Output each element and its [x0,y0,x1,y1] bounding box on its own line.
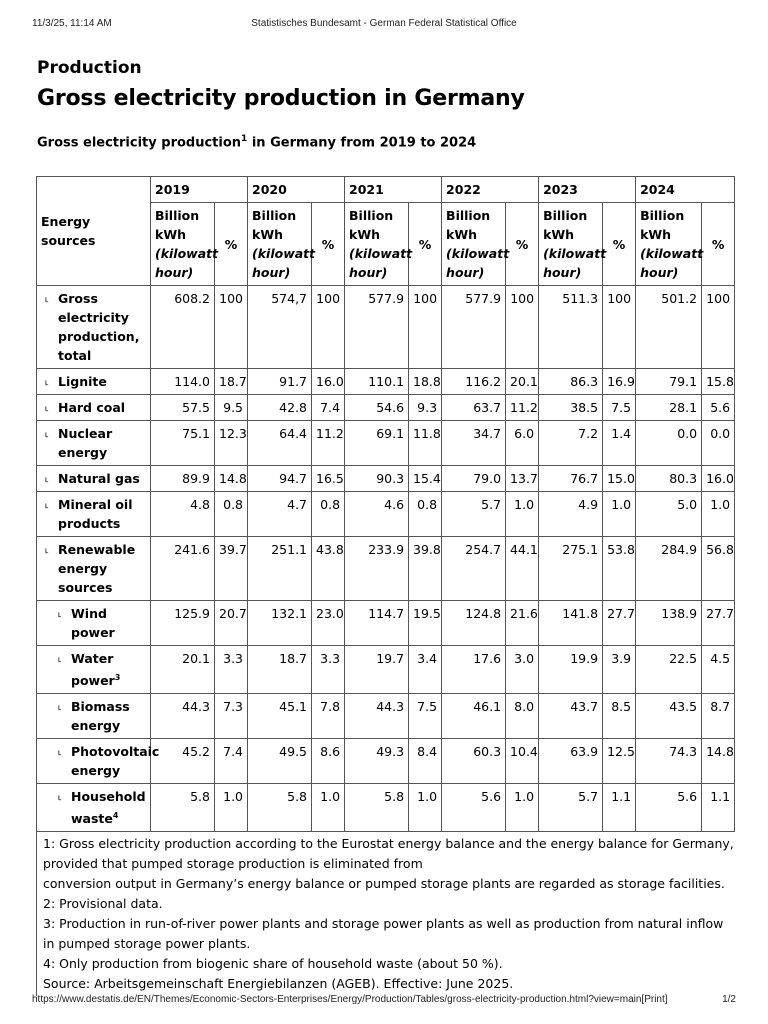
row-label-wrap [41,289,146,365]
percent-cell: 100 [312,286,345,369]
percent-cell: 0.8 [215,492,248,537]
unit-text: (kilowatt [349,246,413,261]
percent-cell: 20.7 [215,601,248,646]
value-cell: 44.3 [345,694,409,739]
value-cell: 233.9 [345,537,409,601]
table-row [37,395,735,421]
value-cell: 241.6 [151,537,215,601]
value-cell: 60.3 [442,739,506,784]
percent-cell: 18.8 [409,369,442,395]
percent-cell: 27.7 [603,601,636,646]
value-cell: 5.8 [151,784,215,832]
value-cell: 64.4 [248,421,312,466]
value-cell: 19.7 [345,646,409,694]
value-cell: 251.1 [248,537,312,601]
tree-branch-icon: ˪ [45,375,49,388]
value-cell: 89.9 [151,466,215,492]
percent-cell: 16.5 [312,466,345,492]
row-label[interactable] [37,466,151,492]
unit-text: kWh [543,227,575,242]
value-cell: 45.1 [248,694,312,739]
value-cell: 34.7 [442,421,506,466]
percent-cell: 1.0 [409,784,442,832]
row-label-text: Wind power [71,606,115,640]
percent-header: % [409,203,442,286]
table-row [37,646,735,694]
table-notes [37,832,735,997]
percent-cell: 8.7 [702,694,735,739]
electricity-table [36,176,735,996]
percent-header: % [312,203,345,286]
caption-text: Gross electricity production [37,135,242,151]
row-label[interactable] [37,739,160,784]
table-row [37,466,735,492]
row-label-wrap [41,742,160,780]
print-date: 11/3/25, 11:14 AM [32,18,112,29]
unit-text: hour) [543,265,582,280]
tree-branch-icon: ˪ [58,652,62,665]
value-cell: 22.5 [636,646,702,694]
value-cell: 49.3 [345,739,409,784]
percent-cell: 3.4 [409,646,442,694]
percent-cell: 1.1 [603,784,636,832]
unit-text: hour) [640,265,679,280]
table-row [37,601,735,646]
tree-branch-icon: ˪ [45,498,49,511]
year-header: 2022 [442,177,539,203]
percent-cell: 1.0 [506,784,539,832]
value-cell: 275.1 [539,537,603,601]
percent-cell: 7.4 [312,395,345,421]
value-cell: 5.8 [248,784,312,832]
value-cell: 577.9 [345,286,409,369]
notes-row [37,832,735,997]
value-cell: 79.0 [442,466,506,492]
value-cell: 17.6 [442,646,506,694]
percent-cell: 1.0 [702,492,735,537]
percent-cell: 21.6 [506,601,539,646]
percent-cell: 4.5 [702,646,735,694]
tree-branch-icon: ˪ [58,790,62,804]
percent-cell: 20.1 [506,369,539,395]
note-line: 2: Provisional data. [43,896,163,912]
percent-cell: 16.9 [603,369,636,395]
percent-cell: 15.0 [603,466,636,492]
year-header: 2023 [539,177,636,203]
row-label-wrap [41,398,146,417]
tree-branch-icon: ˪ [45,472,49,485]
value-cell: 49.5 [248,739,312,784]
unit-text: (kilowatt [252,246,316,261]
print-header [32,18,736,32]
percent-cell: 100 [409,286,442,369]
value-cell: 4.8 [151,492,215,537]
percent-cell: 100 [702,286,735,369]
percent-cell: 9.3 [409,395,442,421]
value-cell: 19.9 [539,646,603,694]
percent-header: % [702,203,735,286]
value-cell: 141.8 [539,601,603,646]
row-label-wrap [41,697,146,735]
table-row [37,369,735,395]
value-cell: 76.7 [539,466,603,492]
percent-cell: 19.5 [409,601,442,646]
percent-cell: 14.8 [215,466,248,492]
print-site-title: Statistisches Bundesamt - German Federal Statistical Office [251,18,517,29]
unit-text: kWh [252,227,284,242]
percent-cell: 12.5 [603,739,636,784]
value-cell: 574,7 [248,286,312,369]
row-label-text: Natural gas [58,471,140,486]
value-cell: 44.3 [151,694,215,739]
percent-cell: 39.8 [409,537,442,601]
print-url[interactable]: https://www.destatis.de/EN/Themes/Economic-Sectors-Enterprises/Energy/Production/Tables/gross-electricity-production.html?view=main[Print] [32,994,668,1005]
percent-cell: 1.0 [215,784,248,832]
note-line: provided that pumped storage production is eliminated from [43,856,423,872]
percent-cell: 8.0 [506,694,539,739]
unit-text: kWh [640,227,672,242]
percent-cell: 100 [215,286,248,369]
row-label[interactable] [37,537,151,601]
table-row [37,286,735,369]
value-cell: 57.5 [151,395,215,421]
row-label[interactable] [37,492,151,537]
row-label[interactable] [37,369,151,395]
row-label[interactable] [37,694,151,739]
value-cell: 132.1 [248,601,312,646]
page-title: Gross electricity production in Germany [37,86,525,111]
percent-cell: 100 [506,286,539,369]
percent-header: % [215,203,248,286]
value-cell: 18.7 [248,646,312,694]
percent-cell: 1.0 [506,492,539,537]
row-label[interactable] [37,646,151,694]
year-header: 2021 [345,177,442,203]
percent-cell: 5.6 [702,395,735,421]
print-footer [32,994,736,1008]
value-cell: 69.1 [345,421,409,466]
percent-cell: 39.7 [215,537,248,601]
value-cell: 38.5 [539,395,603,421]
value-cell: 5.7 [539,784,603,832]
percent-cell: 7.8 [312,694,345,739]
value-cell: 42.8 [248,395,312,421]
energy-sources-header: Energy sources [37,177,151,286]
row-label-text: Photovoltaic energy [71,744,160,779]
value-cell: 20.1 [151,646,215,694]
value-cell: 54.6 [345,395,409,421]
unit-header [248,203,316,286]
value-cell: 63.7 [442,395,506,421]
value-cell: 5.0 [636,492,702,537]
row-label[interactable] [37,601,151,646]
row-label-wrap [41,649,146,690]
percent-cell: 27.7 [702,601,735,646]
page-number: 1/2 [722,994,736,1005]
section-kicker: Production [37,58,142,78]
percent-cell: 11.8 [409,421,442,466]
row-label-text: Gross electricity production, total [58,291,140,363]
percent-cell: 56.8 [702,537,735,601]
caption-rest: in Germany from 2019 to 2024 [247,135,477,151]
value-cell: 125.9 [151,601,215,646]
percent-cell: 1.0 [312,784,345,832]
value-cell: 5.8 [345,784,409,832]
note-line: 1: Gross electricity production according to the Eurostat energy balance and the energy balance for Germany, [43,836,734,852]
tree-branch-icon: ˪ [45,427,49,440]
table-row [37,739,735,784]
percent-header: % [603,203,636,286]
value-cell: 46.1 [442,694,506,739]
value-cell: 91.7 [248,369,312,395]
value-cell: 79.1 [636,369,702,395]
value-cell: 74.3 [636,739,702,784]
row-label-wrap [41,372,146,391]
value-cell: 284.9 [636,537,702,601]
unit-text: Billion [155,208,200,223]
percent-cell: 13.7 [506,466,539,492]
percent-cell: 8.4 [409,739,442,784]
unit-text: Billion [252,208,297,223]
row-label-text: Renewable energy sources [58,542,136,595]
caption-footnote-ref[interactable]: 1 [241,134,248,144]
percent-cell: 15.4 [409,466,442,492]
percent-cell: 7.5 [603,395,636,421]
unit-text: hour) [252,265,291,280]
unit-header [539,203,607,286]
percent-cell: 3.3 [312,646,345,694]
row-label-wrap [41,469,146,488]
percent-cell: 6.0 [506,421,539,466]
value-cell: 7.2 [539,421,603,466]
percent-cell: 53.8 [603,537,636,601]
tree-branch-icon: ˪ [58,700,62,714]
unit-text: Billion [446,208,491,223]
value-cell: 4.7 [248,492,312,537]
percent-cell: 3.9 [603,646,636,694]
percent-cell: 0.8 [409,492,442,537]
percent-cell: 1.0 [603,492,636,537]
value-cell: 124.8 [442,601,506,646]
value-cell: 501.2 [636,286,702,369]
year-header-row [37,177,735,203]
unit-text: (kilowatt [543,246,607,261]
value-cell: 5.6 [636,784,702,832]
percent-cell: 7.5 [409,694,442,739]
row-label-text: Nuclear energy [58,426,113,460]
value-cell: 94.7 [248,466,312,492]
unit-text: kWh [446,227,478,242]
value-cell: 63.9 [539,739,603,784]
percent-cell: 0.8 [312,492,345,537]
row-label-text: Biomass energy [71,699,130,734]
value-cell: 43.5 [636,694,702,739]
percent-cell: 1.4 [603,421,636,466]
percent-cell: 44.1 [506,537,539,601]
table-caption [37,134,476,150]
value-cell: 75.1 [151,421,215,466]
table-row [37,784,735,832]
percent-cell: 10.4 [506,739,539,784]
value-cell: 0.0 [636,421,702,466]
unit-header [151,203,219,286]
row-label-text: Hard coal [58,400,126,415]
row-label-text: Mineral oil products [58,497,133,531]
percent-cell: 3.3 [215,646,248,694]
unit-text: (kilowatt [640,246,704,261]
value-cell: 5.6 [442,784,506,832]
value-cell: 511.3 [539,286,603,369]
value-cell: 608.2 [151,286,215,369]
note-line: 3: Production in run-of-river power plants and storage power plants as well as production from natural inflow [43,916,724,932]
unit-text: hour) [446,265,485,280]
table-row [37,694,735,739]
percent-cell: 9.5 [215,395,248,421]
unit-text: kWh [155,227,186,242]
value-cell: 4.6 [345,492,409,537]
row-label[interactable] [37,784,151,832]
table-row [37,421,735,466]
value-cell: 86.3 [539,369,603,395]
percent-cell: 8.5 [603,694,636,739]
unit-text: Billion [640,208,685,223]
percent-cell: 7.3 [215,694,248,739]
percent-cell: 3.0 [506,646,539,694]
footnote-ref[interactable]: 3 [114,673,121,682]
row-label[interactable] [37,286,151,369]
row-label-text: Water power [71,651,115,689]
row-label-wrap [41,604,146,642]
percent-cell: 23.0 [312,601,345,646]
year-header: 2024 [636,177,735,203]
value-cell: 114.7 [345,601,409,646]
percent-cell: 7.4 [215,739,248,784]
value-cell: 110.1 [345,369,409,395]
percent-cell: 0.0 [702,421,735,466]
tree-branch-icon: ˪ [45,292,49,305]
year-header: 2020 [248,177,345,203]
note-line: Source: Arbeitsgemeinschaft Energiebilanzen (AGEB). Effective: June 2025. [43,976,514,992]
value-cell: 28.1 [636,395,702,421]
row-label[interactable] [37,395,151,421]
note-line: conversion output in Germany’s energy balance or pumped storage plants are regarded as storage facilities. [43,876,725,892]
percent-cell: 11.2 [506,395,539,421]
percent-cell: 16.0 [702,466,735,492]
percent-cell: 100 [603,286,636,369]
row-label-text: Lignite [58,374,107,389]
table-row [37,537,735,601]
table-row [37,492,735,537]
unit-text: (kilowatt [446,246,510,261]
unit-header [345,203,413,286]
tree-branch-icon: ˪ [58,607,62,620]
note-line: in pumped storage power plants. [43,936,251,952]
percent-cell: 11.2 [312,421,345,466]
unit-text: kWh [349,227,381,242]
tree-branch-icon: ˪ [45,401,49,414]
percent-cell: 15.8 [702,369,735,395]
percent-cell: 1.1 [702,784,735,832]
percent-cell: 16.0 [312,369,345,395]
footnote-ref[interactable]: 4 [112,811,119,821]
percent-cell: 12.3 [215,421,248,466]
value-cell: 254.7 [442,537,506,601]
tree-branch-icon: ˪ [45,543,49,556]
value-cell: 80.3 [636,466,702,492]
value-cell: 577.9 [442,286,506,369]
unit-text: hour) [155,265,194,280]
unit-text: Billion [543,208,588,223]
tree-branch-icon: ˪ [58,745,62,759]
percent-header: % [506,203,539,286]
value-cell: 90.3 [345,466,409,492]
value-cell: 138.9 [636,601,702,646]
row-label-wrap [41,424,146,462]
value-cell: 116.2 [442,369,506,395]
row-label-wrap [41,495,146,533]
value-cell: 43.7 [539,694,603,739]
row-label-text: Household waste [71,789,146,827]
unit-header [442,203,510,286]
value-cell: 4.9 [539,492,603,537]
unit-header [636,203,702,286]
row-label[interactable] [37,421,151,466]
percent-cell: 18.7 [215,369,248,395]
row-label-wrap [41,787,146,828]
row-label-wrap [41,540,146,597]
percent-cell: 14.8 [702,739,735,784]
unit-text: (kilowatt [155,246,219,261]
year-header: 2019 [151,177,248,203]
value-cell: 5.7 [442,492,506,537]
percent-cell: 43.8 [312,537,345,601]
note-line: 4: Only production from biogenic share of household waste (about 50 %). [43,956,503,972]
value-cell: 114.0 [151,369,215,395]
percent-cell: 8.6 [312,739,345,784]
unit-text: hour) [349,265,388,280]
unit-text: Billion [349,208,394,223]
value-cell: 45.2 [151,739,215,784]
